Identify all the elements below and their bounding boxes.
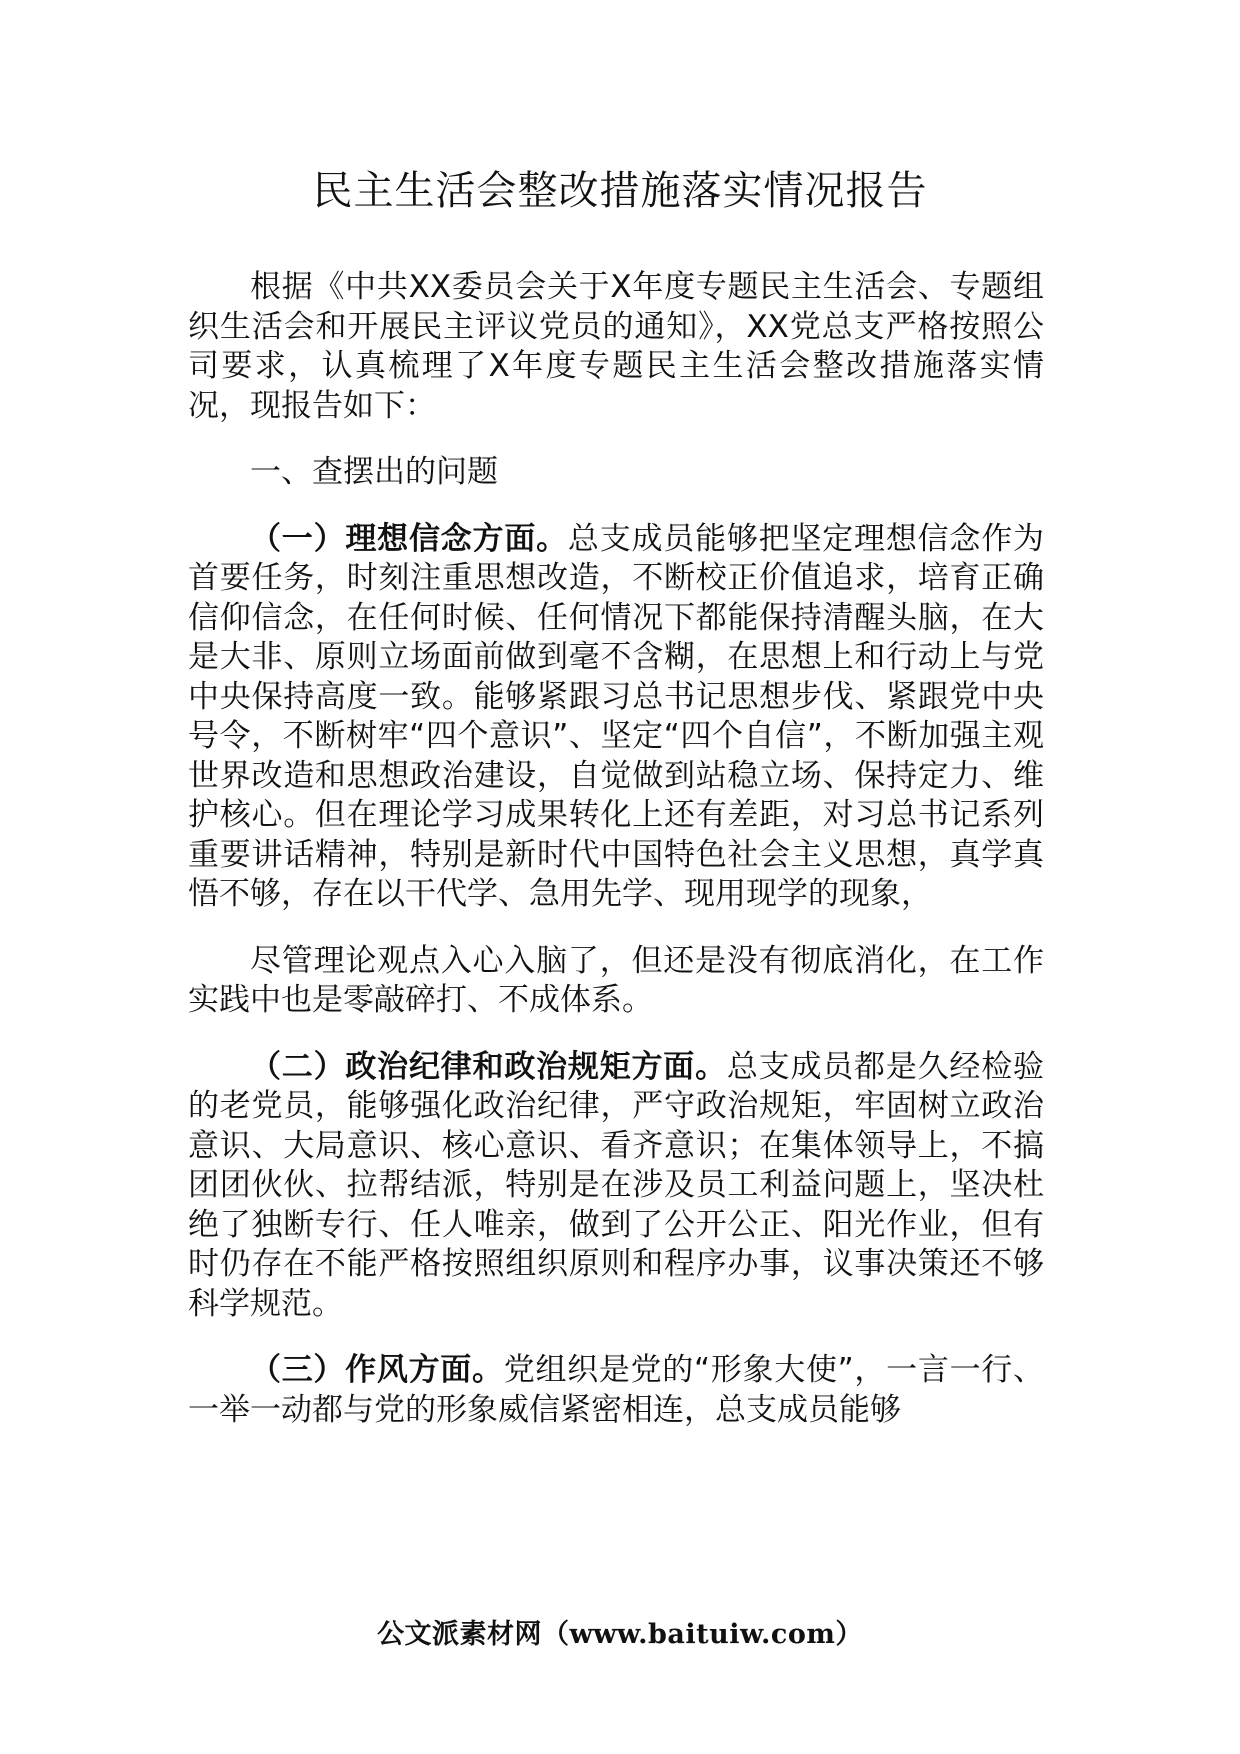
- intro-paragraph: [188, 268, 1044, 426]
- paragraph-text: 总支成员能够把坚定理想信念作为首要任务，时刻注重思想改造，不断校正价值追求，培育正确信仰信念，在任何时候、任何情况下都能保持清醒头脑，在大是大非、原则立场面前做到毫不含糊，在思想上和行动上与党中央保持高度一致。能够紧跟习总书记思想步伐、紧跟党中央号令，不断树牢“四个意识”、坚定“四个自信”，不断加强主观世界改造和思想政治建设，自觉做到站稳立场、保持定力、维护核心。但在理论学习成果转化上还有差距，对习总书记系列重要讲话精神，特别是新时代中国特色社会主义思想，真学真悟不够，存在以干代学、急用先学、现用现学的现象，: [188, 520, 1045, 912]
- paragraph-continuation: [188, 942, 1044, 1021]
- paragraph-text: 尽管理论观点入心入脑了，但还是没有彻底消化，在工作实践中也是零敲碎打、不成体系。: [188, 942, 1044, 1018]
- paragraph-text: 总支成员都是久经检验的老党员，能够强化政治纪律，严守政治规矩，牢固树立政治意识、大局意识、核心意识、看齐意识；在集体领导上，不搞团团伙伙、拉帮结派，特别是在涉及员工利益问题上，坚决杜绝了独断专行、任人唯亲，做到了公开公正、阳光作业，但有时仍存在不能严格按照组织原则和程序办事，议事决策还不够科学规范。: [188, 1048, 1044, 1322]
- paragraph-lead: （一）理想信念方面。: [250, 520, 568, 557]
- paragraph-lead: （三）作风方面。: [250, 1352, 504, 1388]
- paragraph-lead: （二）政治纪律和政治规矩方面。: [250, 1048, 727, 1085]
- paragraph-style: [188, 1351, 1044, 1430]
- paragraph-discipline: [188, 1048, 1044, 1325]
- document-title: 民主生活会整改措施落实情况报告: [312, 168, 928, 214]
- section-heading-text: 一、查摆出的问题: [250, 454, 498, 490]
- paragraph-text: 党组织是党的“形象大使”，一言一行、一举一动都与党的形象威信紧密相连，总支成员能够: [188, 1352, 1045, 1428]
- section-heading: [188, 453, 1044, 493]
- paragraph-text: 根据《中共XX委员会关于X年度专题民主生活会、专题组织生活会和开展民主评议党员的通知》，XX党总支严格按照公司要求，认真梳理了X年度专题民主生活会整改措施落实情况，现报告如下：: [188, 269, 1044, 424]
- footer-watermark: 公文派素材网（www.baituiw.com）: [377, 1619, 863, 1650]
- paragraph-ideals: [188, 520, 1044, 915]
- document-body: [188, 268, 1044, 1457]
